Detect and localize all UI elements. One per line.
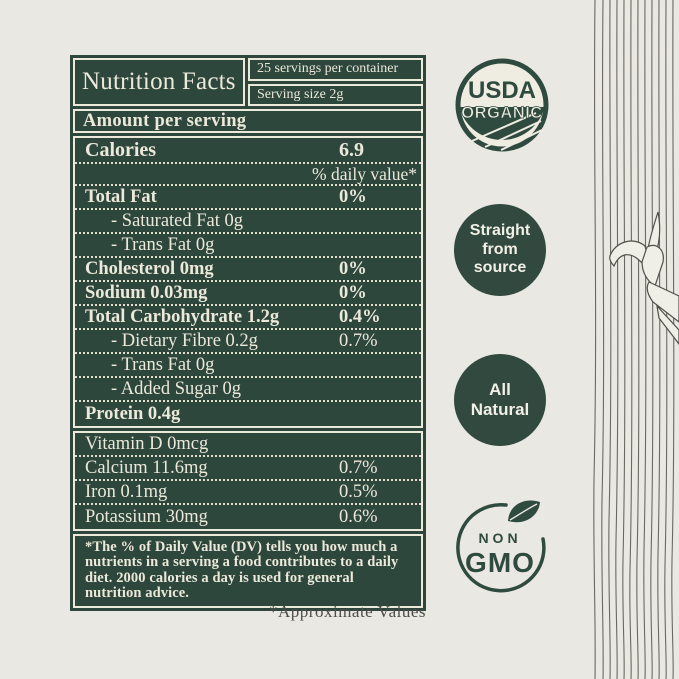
- serving-size: Serving size 2g: [248, 84, 423, 107]
- nutrition-row-vitamin-d: [75, 433, 421, 457]
- daily-value-footnote: *The % of Daily Value (DV) tells you how much a nutrients in a serving a food contributes to a daily diet. 2000 calories a day is used for general nutrition advice.: [73, 534, 423, 608]
- nutrition-row-calories: [75, 138, 421, 164]
- approximate-values-note: *Approximate Values: [269, 602, 426, 621]
- label-header: [73, 58, 423, 106]
- nutrition-row-potassium: [75, 505, 421, 529]
- amount-per-serving-heading: Amount per serving: [73, 109, 423, 133]
- nutrition-facts-title: Nutrition Facts: [73, 58, 245, 106]
- nutrition-row-trans-fat: [75, 234, 421, 258]
- all-natural-badge: [454, 354, 546, 446]
- row-value: 0%: [339, 258, 367, 279]
- row-label: - Dietary Fibre 0.2g: [111, 330, 258, 351]
- badge-line: All: [489, 379, 511, 399]
- vitamins-minerals-section: [73, 431, 423, 531]
- row-label: Total Carbohydrate 1.2g: [85, 306, 280, 327]
- nutrition-row-dietary-fibre: [75, 330, 421, 354]
- row-value: 0.7%: [339, 330, 378, 351]
- row-label: Sodium 0.03mg: [85, 282, 208, 303]
- non-gmo-badge: [450, 495, 550, 595]
- main-nutrients-section: [73, 136, 423, 428]
- daily-value-heading: [75, 164, 421, 186]
- row-label: Cholesterol 0mg: [85, 258, 214, 279]
- row-label: - Added Sugar 0g: [111, 378, 241, 399]
- nutrition-row-total-fat: [75, 186, 421, 210]
- row-label: Iron 0.1mg: [85, 481, 168, 502]
- row-value: 0%: [339, 186, 367, 207]
- row-label: Calories: [85, 138, 157, 161]
- nutrition-row-calcium: [75, 457, 421, 481]
- row-value: 0.7%: [339, 457, 378, 478]
- gmo-text: GMO: [465, 547, 535, 578]
- non-text: NON: [478, 530, 522, 546]
- nutrition-row-total-carbohydrate: [75, 306, 421, 330]
- row-value: 0.5%: [339, 481, 378, 502]
- servings-per-container: 25 servings per container: [248, 58, 423, 81]
- nutrition-row-trans-fat-2: [75, 354, 421, 378]
- row-value: 0.4%: [339, 306, 381, 327]
- bird-illustration: [610, 212, 679, 344]
- row-label: Vitamin D 0mcg: [85, 433, 209, 454]
- row-label: - Trans Fat 0g: [111, 354, 215, 375]
- row-value: 6.9: [339, 138, 364, 161]
- bamboo-reeds-and-bird-illustration: [587, 0, 679, 679]
- nutrition-row-cholesterol: [75, 258, 421, 282]
- badge-line: Straight: [469, 221, 531, 239]
- nutrition-row-protein: [75, 402, 421, 426]
- row-value: 0.6%: [339, 506, 378, 527]
- row-label: - Saturated Fat 0g: [111, 210, 244, 231]
- row-label: Calcium 11.6mg: [85, 457, 208, 478]
- row-label: Potassium 30mg: [85, 506, 208, 527]
- nutrition-row-added-sugar: [75, 378, 421, 402]
- usda-organic-badge: [452, 55, 552, 155]
- nutrition-row-saturated-fat: [75, 210, 421, 234]
- badge-line: Natural: [470, 400, 530, 419]
- badge-line: from: [482, 240, 518, 258]
- row-label: Protein 0.4g: [85, 403, 181, 424]
- usda-text: USDA: [467, 77, 537, 104]
- row-label: - Trans Fat 0g: [111, 234, 215, 255]
- badge-line: source: [473, 259, 527, 277]
- nutrition-row-iron: [75, 481, 421, 505]
- row-label: Total Fat: [85, 186, 157, 207]
- nutrition-facts-label: [70, 55, 426, 611]
- nutrition-row-sodium: [75, 282, 421, 306]
- straight-from-source-badge: [454, 204, 546, 296]
- row-label: % daily value*: [312, 163, 417, 184]
- row-value: 0%: [339, 282, 367, 303]
- organic-text: ORGANIC: [461, 104, 543, 122]
